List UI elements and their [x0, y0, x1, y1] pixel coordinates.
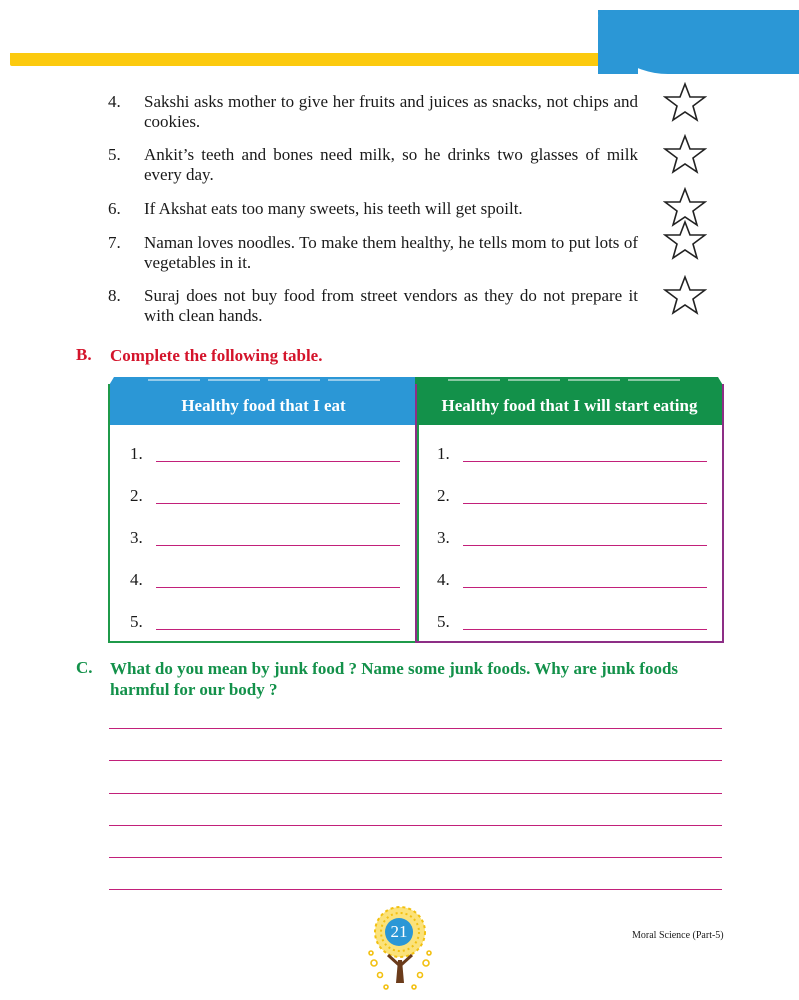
question-text: Ankit’s teeth and bones need milk, so he drinks two glasses of milk every day. [144, 145, 638, 184]
table-column-left [108, 384, 419, 643]
footer-book-title: Moral Science (Part-5) [632, 930, 724, 941]
answer-line[interactable] [109, 825, 722, 826]
table-row [417, 528, 722, 550]
answer-line[interactable] [109, 728, 722, 729]
question-7 [108, 233, 638, 273]
question-number: 6. [108, 199, 121, 218]
question-text: Naman loves noodles. To make them healthy, he tells mom to put lots of vegetables in it. [144, 233, 638, 272]
row-number: 5. [130, 612, 143, 631]
answer-line[interactable] [156, 587, 400, 588]
question-8 [108, 286, 638, 326]
answer-line[interactable] [463, 545, 707, 546]
section-c-question: What do you mean by junk food ? Name some junk foods. Why are junk foods harmful for our body ? [110, 659, 679, 699]
table-row [417, 570, 722, 592]
answer-line[interactable] [156, 503, 400, 504]
table-row [110, 570, 417, 592]
question-4 [108, 92, 638, 132]
header-blue-tab [598, 10, 799, 74]
question-number: 7. [108, 233, 121, 252]
answer-line[interactable] [109, 889, 722, 890]
table-row [417, 486, 722, 508]
answer-line[interactable] [463, 503, 707, 504]
table-row [417, 612, 722, 634]
row-number: 3. [437, 528, 450, 547]
answer-line[interactable] [156, 629, 400, 630]
section-c-letter: C. [76, 658, 93, 677]
question-text: Suraj does not buy food from street vendors as they do not prepare it with clean hands. [144, 286, 638, 325]
section-b-letter: B. [76, 345, 92, 364]
food-table [108, 377, 724, 643]
row-number: 2. [437, 486, 450, 505]
star-icon[interactable] [663, 220, 707, 260]
answer-line[interactable] [463, 629, 707, 630]
page-number: 21 [385, 918, 413, 946]
table-row [110, 612, 417, 634]
question-number: 8. [108, 286, 121, 305]
question-6 [108, 199, 638, 219]
question-number: 4. [108, 92, 121, 111]
row-number: 2. [130, 486, 143, 505]
answer-line[interactable] [463, 461, 707, 462]
row-number: 4. [437, 570, 450, 589]
question-number: 5. [108, 145, 121, 164]
star-icon[interactable] [663, 275, 707, 315]
answer-line[interactable] [109, 760, 722, 761]
table-header-left: Healthy food that I eat [110, 384, 417, 425]
table-row [110, 444, 417, 466]
question-5 [108, 145, 638, 185]
answer-line[interactable] [109, 857, 722, 858]
table-row [417, 444, 722, 466]
table-row [110, 486, 417, 508]
section-b-title: Complete the following table. [110, 346, 323, 365]
star-icon[interactable] [663, 134, 707, 174]
table-header-right: Healthy food that I will start eating [417, 384, 722, 425]
table-row [110, 528, 417, 550]
row-number: 3. [130, 528, 143, 547]
table-column-right [415, 384, 724, 643]
row-number: 4. [130, 570, 143, 589]
answer-line[interactable] [156, 545, 400, 546]
row-number: 1. [437, 444, 450, 463]
row-number: 1. [130, 444, 143, 463]
answer-line[interactable] [463, 587, 707, 588]
question-text: If Akshat eats too many sweets, his teeth will get spoilt. [144, 199, 523, 218]
star-icon[interactable] [663, 82, 707, 122]
answer-line[interactable] [109, 793, 722, 794]
row-number: 5. [437, 612, 450, 631]
question-text: Sakshi asks mother to give her fruits and juices as snacks, not chips and cookies. [144, 92, 638, 131]
answer-line[interactable] [156, 461, 400, 462]
